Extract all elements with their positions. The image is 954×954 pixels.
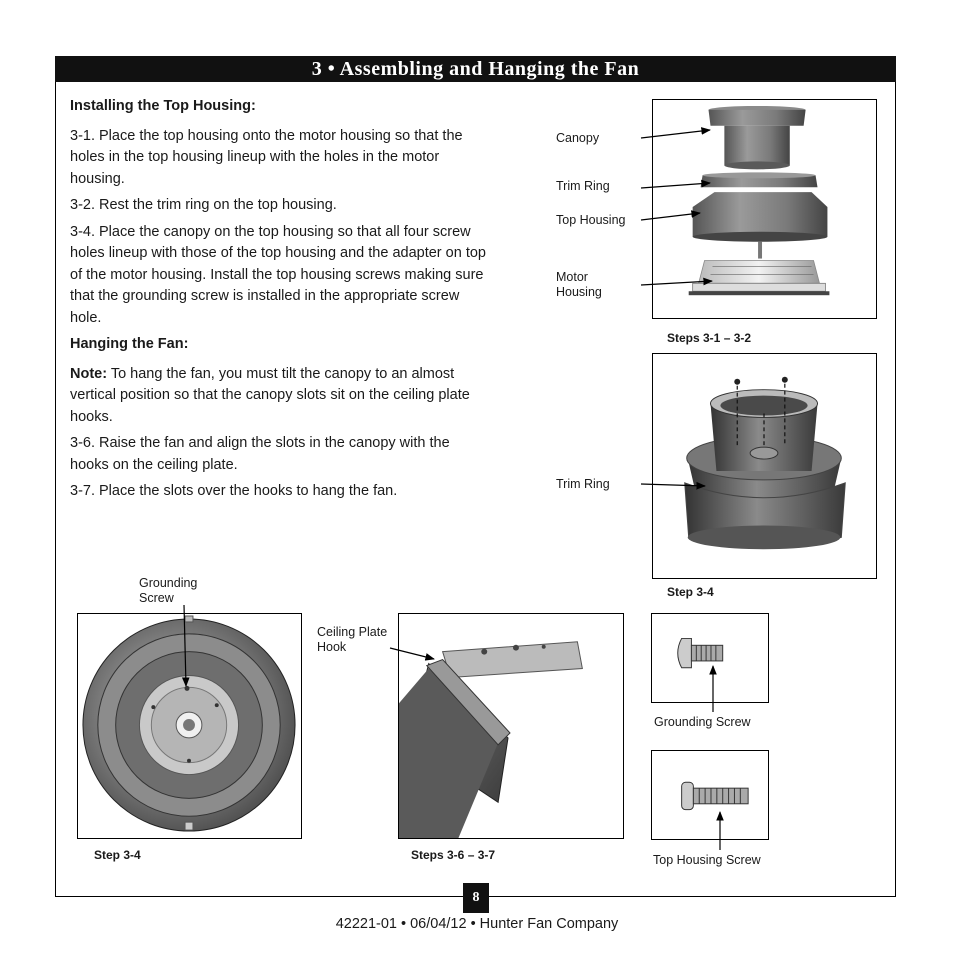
step-3-2: 3-2. Rest the trim ring on the top housing.	[70, 197, 337, 213]
label-grounding-screw-caption: Grounding Screw	[654, 715, 751, 729]
bottom-view-figure	[77, 613, 302, 839]
exploded-view-figure	[652, 99, 877, 319]
caption-step-3-4-b: Step 3-4	[94, 848, 141, 862]
step-3-6: 3-6. Raise the fan and align the slots in the canopy with the hooks on the ceiling plate.	[70, 435, 450, 473]
step-3-4: 3-4. Place the canopy on the top housing so that all four screw holes lineup with those of the top housing and the adapter on top of the motor housing. Install the top housing screws making sure that the grounding screw is installed in the appropriate screw hole.	[70, 223, 486, 326]
note-paragraph	[70, 364, 490, 429]
step-3-7: 3-7. Place the slots over the hooks to hang the fan.	[70, 483, 398, 499]
label-canopy: Canopy	[556, 131, 600, 145]
label-ceiling-plate-hook: Ceiling Plate Hook	[317, 625, 388, 654]
label-grounding-screw: Grounding Screw	[139, 576, 198, 605]
caption-steps-3-1-3-2: Steps 3-1 – 3-2	[667, 331, 752, 345]
footer-text: 42221-01 • 06/04/12 • Hunter Fan Company	[335, 916, 619, 932]
step-3-1: 3-1. Place the top housing onto the motor housing so that the holes in the top housing lineup with the holes in the motor housing.	[70, 127, 463, 187]
label-trim-ring: Trim Ring	[556, 179, 610, 193]
page-number: 8	[463, 883, 489, 913]
note-text: To hang the fan, you must tilt the canopy to an almost vertical position so that the canopy slots sit on the ceiling plate hooks.	[70, 365, 470, 425]
section-heading-hanging: Hanging the Fan:	[70, 336, 189, 352]
note-label: Note:	[70, 365, 108, 382]
caption-step-3-4-a: Step 3-4	[667, 585, 714, 599]
trim-ring-figure	[652, 353, 877, 579]
hanging-figure	[398, 613, 624, 839]
label-top-housing-screw-caption: Top Housing Screw	[653, 853, 761, 867]
section-heading-top-housing: Installing the Top Housing:	[70, 98, 256, 114]
page-title: 3 • Assembling and Hanging the Fan	[55, 56, 896, 82]
caption-steps-3-6-3-7: Steps 3-6 – 3-7	[411, 848, 496, 862]
grounding-screw-figure	[651, 613, 769, 703]
instructions-text	[70, 96, 490, 508]
label-motor-housing: Motor Housing	[556, 270, 602, 299]
top-housing-screw-figure	[651, 750, 769, 840]
label-trim-ring-2: Trim Ring	[556, 477, 610, 491]
label-top-housing: Top Housing	[556, 213, 626, 227]
